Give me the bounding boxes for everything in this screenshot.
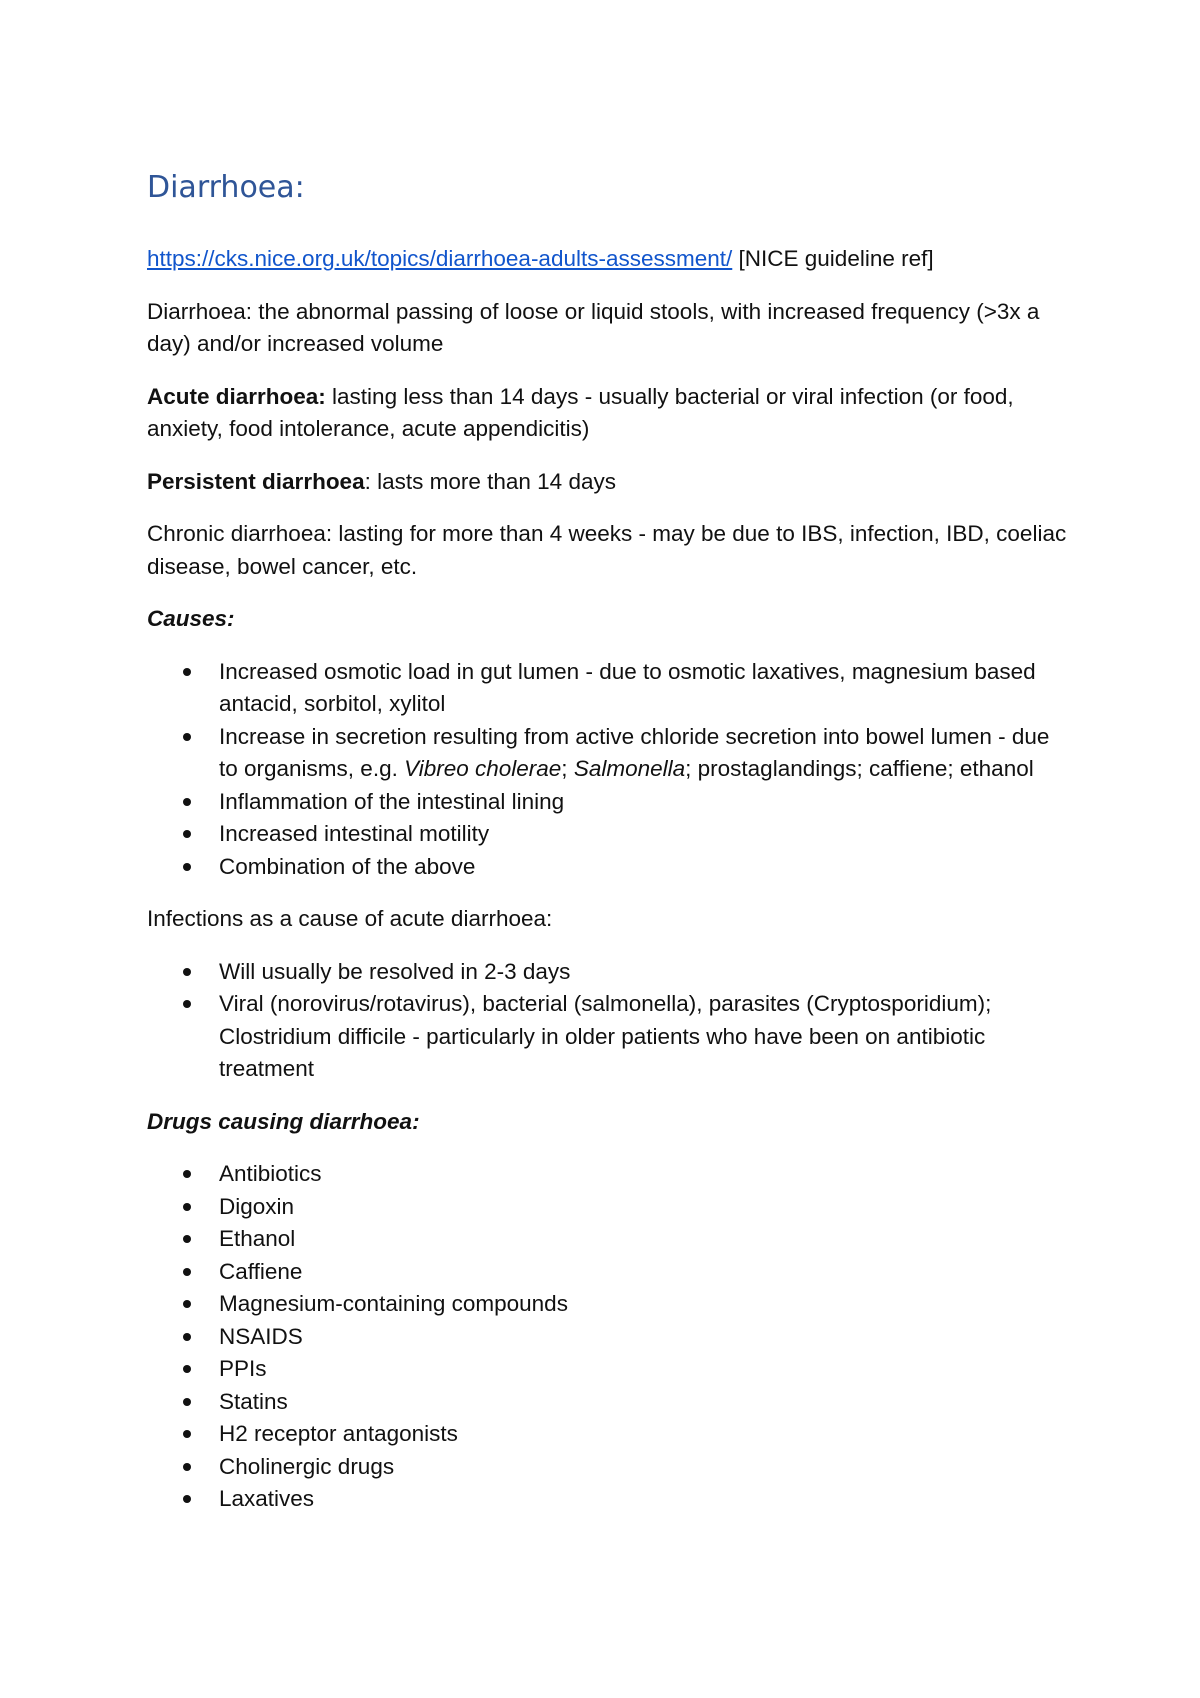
list-item xyxy=(147,721,1067,786)
organism-name: Vibreo cholerae xyxy=(404,756,562,781)
list-item xyxy=(147,1418,1067,1451)
bullet-icon xyxy=(183,1235,191,1243)
list-item xyxy=(147,1353,1067,1386)
persistent-paragraph xyxy=(147,466,1067,499)
bullet-icon xyxy=(183,1000,191,1008)
list-item xyxy=(147,1386,1067,1419)
reference-note: [NICE guideline ref] xyxy=(732,246,934,271)
list-item xyxy=(147,1256,1067,1289)
drugs-heading: Drugs causing diarrhoea: xyxy=(147,1108,420,1134)
list-item xyxy=(147,818,1067,851)
bullet-icon xyxy=(183,1333,191,1341)
bullet-icon xyxy=(183,1495,191,1503)
cause-text: Increase in secretion resulting from active chloride secretion into bowel lumen - due to organisms, e.g. xyxy=(219,723,1050,781)
drug-name: H2 receptor antagonists xyxy=(219,1421,458,1446)
nice-guideline-link[interactable]: https://cks.nice.org.uk/topics/diarrhoea-adults-assessment/ xyxy=(147,246,733,271)
document-page xyxy=(147,168,1067,1536)
drug-name: Statins xyxy=(219,1388,288,1414)
bullet-icon xyxy=(183,830,191,838)
acute-text: lasting less than 14 days - usually bacterial or viral infection (or food, anxiety, food intolerance, acute appendicitis) xyxy=(147,383,1014,441)
bullet-icon xyxy=(183,798,191,806)
cause-text: Increased intestinal motility xyxy=(219,821,490,846)
reference-paragraph xyxy=(147,243,1067,276)
bullet-icon xyxy=(183,1203,191,1211)
drug-name: Digoxin xyxy=(219,1193,295,1219)
bullet-icon xyxy=(183,668,191,676)
cause-text: Combination of the above xyxy=(219,853,476,879)
bullet-icon xyxy=(183,1300,191,1308)
page-title: Diarrhoea: xyxy=(147,170,305,205)
cause-text: ; prostaglandings; caffiene; ethanol xyxy=(685,756,1034,781)
list-item xyxy=(147,1158,1067,1191)
causes-heading: Causes: xyxy=(147,606,235,631)
drug-name: Cholinergic drugs xyxy=(219,1453,395,1479)
drug-name: Laxatives xyxy=(219,1486,315,1511)
list-item xyxy=(147,851,1067,884)
list-item xyxy=(147,1483,1067,1516)
persistent-term: Persistent diarrhoea xyxy=(147,468,365,494)
bullet-icon xyxy=(183,1365,191,1373)
drug-name: PPIs xyxy=(219,1356,267,1381)
bullet-icon xyxy=(183,733,191,741)
drug-name: NSAIDS xyxy=(219,1323,303,1349)
bullet-icon xyxy=(183,1430,191,1438)
bullet-icon xyxy=(183,863,191,871)
list-item xyxy=(147,956,1067,989)
drug-name: Caffiene xyxy=(219,1258,303,1284)
separator-text: ; xyxy=(561,756,574,781)
causes-list xyxy=(147,656,1067,884)
drug-name: Magnesium-containing compounds xyxy=(219,1291,568,1316)
bullet-icon xyxy=(183,1398,191,1406)
infections-intro: Infections as a cause of acute diarrhoea: xyxy=(147,906,553,931)
chronic-paragraph: Chronic diarrhoea: lasting for more than 4 weeks - may be due to IBS, infection, IBD, coeliac disease, bowel cancer, etc. xyxy=(147,521,1067,579)
list-item xyxy=(147,1191,1067,1224)
definition-paragraph: Diarrhoea: the abnormal passing of loose or liquid stools, with increased frequency (>3x a day) and/or increased volume xyxy=(147,298,1040,356)
list-item xyxy=(147,1321,1067,1354)
bullet-icon xyxy=(183,1170,191,1178)
persistent-text: : lasts more than 14 days xyxy=(364,468,616,494)
cause-text: Inflammation of the intestinal lining xyxy=(219,788,565,814)
drugs-list xyxy=(147,1158,1067,1516)
list-item xyxy=(147,988,1067,1086)
list-item xyxy=(147,786,1067,819)
acute-term: Acute diarrhoea: xyxy=(147,383,326,409)
cause-text: Increased osmotic load in gut lumen - due to osmotic laxatives, magnesium based antacid, sorbitol, xylitol xyxy=(219,658,1036,716)
organism-name: Salmonella xyxy=(573,756,686,781)
drug-name: Ethanol xyxy=(219,1226,296,1251)
infection-text: Viral (norovirus/rotavirus), bacterial (salmonella), parasites (Cryptosporidium); Clostridium difficile - particularly in older patients who have been on antibiotic treatment xyxy=(219,991,992,1081)
bullet-icon xyxy=(183,968,191,976)
drug-name: Antibiotics xyxy=(219,1161,322,1186)
acute-paragraph xyxy=(147,381,1067,446)
infection-text: Will usually be resolved in 2-3 days xyxy=(219,958,571,984)
list-item xyxy=(147,656,1067,721)
list-item xyxy=(147,1288,1067,1321)
bullet-icon xyxy=(183,1463,191,1471)
list-item xyxy=(147,1451,1067,1484)
list-item xyxy=(147,1223,1067,1256)
bullet-icon xyxy=(183,1268,191,1276)
infections-list xyxy=(147,956,1067,1086)
